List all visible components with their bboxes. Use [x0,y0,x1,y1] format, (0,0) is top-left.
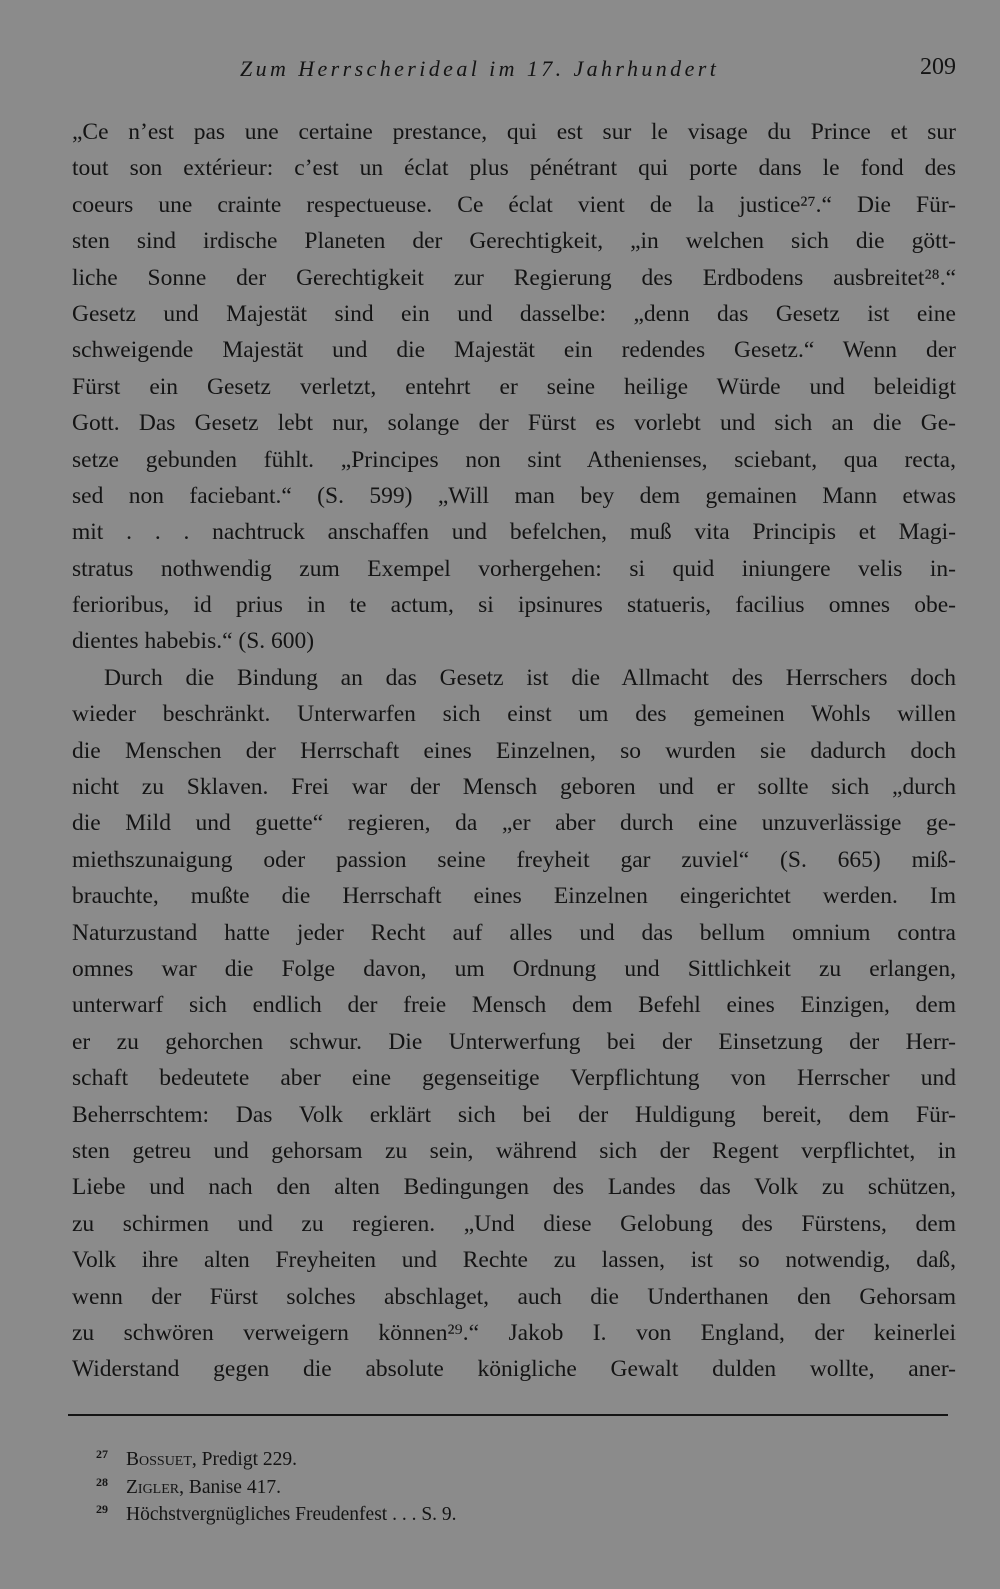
text-line: zu schirmen und zu regieren. „Und diese Gelobung des Fürstens, dem [72,1210,956,1237]
text-line: Gesetz und Majestät sind ein und dasselbe: „denn das Gesetz ist eine [72,300,956,327]
text-line: wieder beschränkt. Unterwarfen sich einst um des gemeinen Wohls willen [72,701,956,728]
footnote [96,1496,457,1524]
text-line: omnes war die Folge davon, um Ordnung und Sittlichkeit zu erlangen, [72,955,956,982]
footnote-text: Höchstvergnügliches Freudenfest . . . S. 9. [126,1504,457,1526]
text-line: „Ce n’est pas une certaine prestance, qui est sur le visage du Prince et sur [72,119,956,145]
text-line: die Mild und guette“ regieren, da „er aber durch eine unzuverlässige ge- [72,810,956,837]
footnote-divider [68,1414,948,1416]
text-line: liche Sonne der Gerechtigkeit zur Regierung des Erdbodens ausbreitet²⁸.“ [72,264,956,291]
text-line: miethszunaigung oder passion seine freyheit gar zuviel“ (S. 665) miß- [72,846,956,873]
text-line: sten sind irdische Planeten der Gerechtigkeit, „in welchen sich die gött- [72,228,956,255]
text-line: zu schwören verweigern können²⁹.“ Jakob I. von England, der keinerlei [72,1319,956,1346]
text-line: wenn der Fürst solches abschlaget, auch die Underthanen den Gehorsam [72,1283,956,1310]
footnote-text: , Banise 417. [179,1476,281,1498]
text-line: die Menschen der Herrschaft eines Einzelnen, so wurden sie dadurch doch [72,737,956,764]
text-line: Durch die Bindung an das Gesetz ist die Allmacht des Herrschers doch [104,664,956,691]
footnote-author: Bossuet [126,1449,192,1470]
text-line: Fürst ein Gesetz verletzt, entehrt er seine heilige Würde und beleidigt [72,373,956,400]
text-line: Naturzustand hatte jeder Recht auf alles und das bellum omnium contra [72,919,956,946]
page-number: 209 [920,54,956,80]
running-title: Zum Herrscherideal im 17. Jahrhundert [240,56,720,81]
text-line: schaft bedeutete aber eine gegenseitige Verpflichtung von Herrscher und [72,1065,956,1092]
text-line: Liebe und nach den alten Bedingungen des Landes das Volk zu schützen, [72,1174,956,1201]
footnote-number: 27 [96,1447,108,1461]
text-line: unterwarf sich endlich der freie Mensch dem Befehl eines Einzigen, dem [72,992,956,1019]
text-line: Gott. Das Gesetz lebt nur, solange der Fürst es vorlebt und sich an die Ge- [72,410,956,437]
text-line: ferioribus, id prius in te actum, si ipsinures statueris, facilius omnes obe- [72,592,956,619]
text-line: Beherrschtem: Das Volk erklärt sich bei der Huldigung bereit, dem Für- [72,1101,956,1128]
footnote [96,1469,457,1497]
page-header [72,56,956,92]
text-line: sed non faciebant.“ (S. 599) „Will man bey dem gemainen Mann etwas [72,482,956,509]
text-line: tout son extérieur: c’est un éclat plus pénétrant qui porte dans le fond des [72,155,956,182]
text-line: nicht zu Sklaven. Frei war der Mensch geboren und er sollte sich „durch [72,774,956,801]
text-line: schweigende Majestät und die Majestät ein redendes Gesetz.“ Wenn der [72,337,956,364]
text-line: er zu gehorchen schwur. Die Unterwerfung bei der Einsetzung der Herr- [72,1028,956,1055]
text-line: dientes habebis.“ (S. 600) [72,628,315,655]
footnote-number: 29 [96,1502,108,1517]
body-text [72,114,956,1388]
text-line: brauchte, mußte die Herrschaft eines Einzelnen eingerichtet werden. Im [72,883,956,910]
footnote-number: 28 [96,1474,108,1489]
footnote [96,1441,457,1469]
text-line: coeurs une crainte respectueuse. Ce éclat vient de la justice²⁷.“ Die Für- [72,191,956,218]
text-line: setze gebunden fühlt. „Principes non sint Athenienses, sciebant, qua recta, [72,446,956,473]
text-line: sten getreu und gehorsam zu sein, während sich der Regent verpflichtet, in [72,1137,956,1164]
text-line: Widerstand gegen die absolute königliche Gewalt dulden wollte, aner- [72,1356,956,1383]
text-line: stratus nothwendig zum Exempel vorhergehen: si quid iniungere velis in- [72,555,956,582]
footnotes [96,1441,457,1524]
footnote-text: , Predigt 229. [191,1449,297,1470]
footnote-author: Zigler [126,1476,180,1498]
text-line: mit . . . nachtruck anschaffen und befelchen, muß vita Principis et Magi- [72,519,956,546]
text-line: Volk ihre alten Freyheiten und Rechte zu lassen, ist so notwendig, daß, [72,1247,956,1274]
